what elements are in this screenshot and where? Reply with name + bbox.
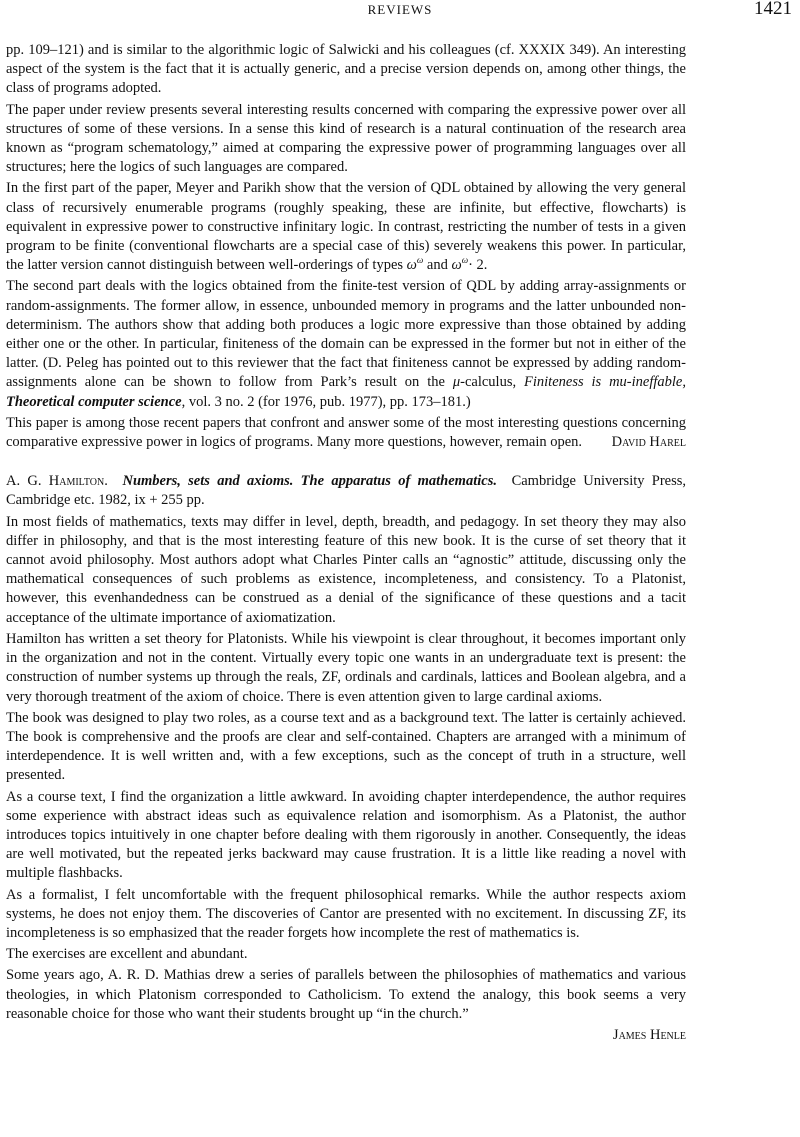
review1-closing-text: This paper is among those recent papers that confront and answer some of the most interesting questions concerning comparative expressive power in logics of programs. Many more questions, however, remain open.	[6, 414, 686, 451]
omega-exponent-2: ω	[461, 255, 469, 266]
page-number: 1421	[754, 0, 792, 19]
review2-signature: James Henle	[612, 1026, 686, 1043]
and-word: and	[426, 257, 448, 274]
review1-signature: David Harel	[611, 434, 686, 451]
review2-paragraph-4: As a course text, I find the organization a little awkward. In avoiding chapter interdependence, the author requires some experience with abstract ideas such as equivalence relation and isomorphism. As a Platonist, the author introduces topics intuitively in one chapter before dealing with them rigorously in another. Consequently, the ideas are well motivated, but the repeated jerks backward may cause frustration. It is a little like reading a novel with multiple flashbacks.	[6, 788, 686, 882]
review1-paragraph-4-text: The second part deals with the logics obtained from the finite-test version of QDL by adding array-assignments or random-assignments. The former allow, in essence, unbounded memory in programs and the latter unbounded non-determinism. The authors show that adding both produces a logic more expressive than those obtained by adding either one or the other. In particular, finiteness of the domain can be expressed in the former but not in either of the latter. (D. Peleg has pointed out to this reviewer that the fact that finiteness cannot be expressed by adding random-assignments alone can be shown to follow from Park’s result on the	[6, 278, 686, 391]
citation-journal: Theoretical computer science	[6, 393, 182, 410]
page-body	[6, 41, 686, 1047]
review2-publisher: Cambridge University Press, Cambridge etc. 1982, ix + 255 pp.	[6, 473, 687, 509]
review2-heading	[6, 472, 686, 510]
review1-paragraph-3	[6, 179, 686, 275]
review2-paragraph-5: As a formalist, I felt uncomfortable with the frequent philosophical remarks. While the author respects axiom systems, he does not enjoy them. The discoveries of Cantor are presented with no excitement. In discussing ZF, its incompleteness is so emphasized that the reader forgets how incomplete the rest of mathematics is.	[6, 886, 686, 941]
mu-symbol: μ	[452, 374, 461, 391]
citation-title: Finiteness is mu-ineffable,	[524, 374, 686, 391]
calculus-word: -calculus,	[460, 374, 517, 391]
citation-details: , vol. 3 no. 2 (for 1976, pub. 1977), pp. 173–181.)	[181, 393, 471, 410]
review1-paragraph-3-text: In the first part of the paper, Meyer and Parikh show that the version of QDL obtained by allowing the very general class of recursively enumerable programs (roughly speaking, these are infinite, but effective, flowcharts) is equivalent in expressive power to constructive infinitary logic. In contrast, restricting the number of tests in a given program to be finite (conventional flowcharts are a special case of this) severely weakens this power. In particular, the latter version cannot distinguish between well-orderings of types	[6, 180, 686, 274]
review2-author: A. G. Hamilton.	[6, 473, 108, 490]
review2-paragraph-3: The book was designed to play two roles, as a course text and as a background text. The latter is certainly achieved. The book is comprehensive and the proofs are clear and self-contained. Chapters are arranged with a minimum of interdependence. It is well written and, with a few exceptions, such as the concept of truth in a structure, well presented.	[6, 709, 686, 784]
review2-paragraph-1: In most fields of mathematics, texts may differ in level, depth, breadth, and pedagogy. In set theory they may also differ in philosophy, and that is the most interesting feature of this new book. It is the curse of set theory that it cannot avoid philosophy. Most authors adopt what Charles Pinter calls an “agnostic” attitude, discussing only the mathematical consequences of such problems as existence, incompleteness, and consistency. To a Platonist, however, this evenhandedness can be construed as a denial of the significance of these questions and a tacit acceptance of the ultimate importance of axiomatization.	[6, 513, 686, 626]
running-head	[0, 0, 800, 22]
review1-paragraph-1: pp. 109–121) and is similar to the algorithmic logic of Salwicki and his colleagues (cf. XXXIX 349). An interesting aspect of the system is the fact that it is actually generic, and a precise version depends on, among other things, the class of programs adopted.	[6, 42, 686, 97]
review2-paragraph-2: Hamilton has written a set theory for Platonists. While his viewpoint is clear throughout, it becomes important only in the organization and not in the content. Virtually every topic one wants in an undergraduate text is present: the construction of number systems up through the reals, ZF, ordinals and cardinals, lattices and Boolean algebra, and a very thorough treatment of the axiom of choice. There is even attention given to large cardinal axioms.	[6, 630, 686, 705]
review2-paragraph-7: Some years ago, A. R. D. Mathias drew a series of parallels between the philosophies of mathematics and various theologies, in which Platonism corresponded to Catholicism. To extend the analogy, this book seems a very reasonable choice for those who want their students brought up “in the church.”	[6, 967, 686, 1022]
times-two: · 2.	[468, 257, 488, 274]
omega-type-2: ω	[451, 257, 462, 274]
omega-exponent: ω	[416, 255, 424, 266]
review2-paragraph-6: The exercises are excellent and abundant.	[6, 946, 248, 963]
running-head-title: REVIEWS	[367, 2, 433, 17]
review1-paragraph-2: The paper under review presents several interesting results concerned with comparing the expressive power over all structures of some of these versions. In a sense this kind of research is a natural continuation of the research area known as “program schematology,” aimed at comparing the expressive power of programming languages over all structures; here the logics of such languages are compared.	[6, 101, 686, 176]
omega-type: ω	[406, 257, 417, 274]
review2-book-title: Numbers, sets and axioms. The apparatus of mathematics.	[122, 473, 497, 490]
review-separator	[6, 454, 686, 472]
review1-paragraph-4	[6, 277, 686, 411]
review1-closing	[6, 414, 686, 452]
